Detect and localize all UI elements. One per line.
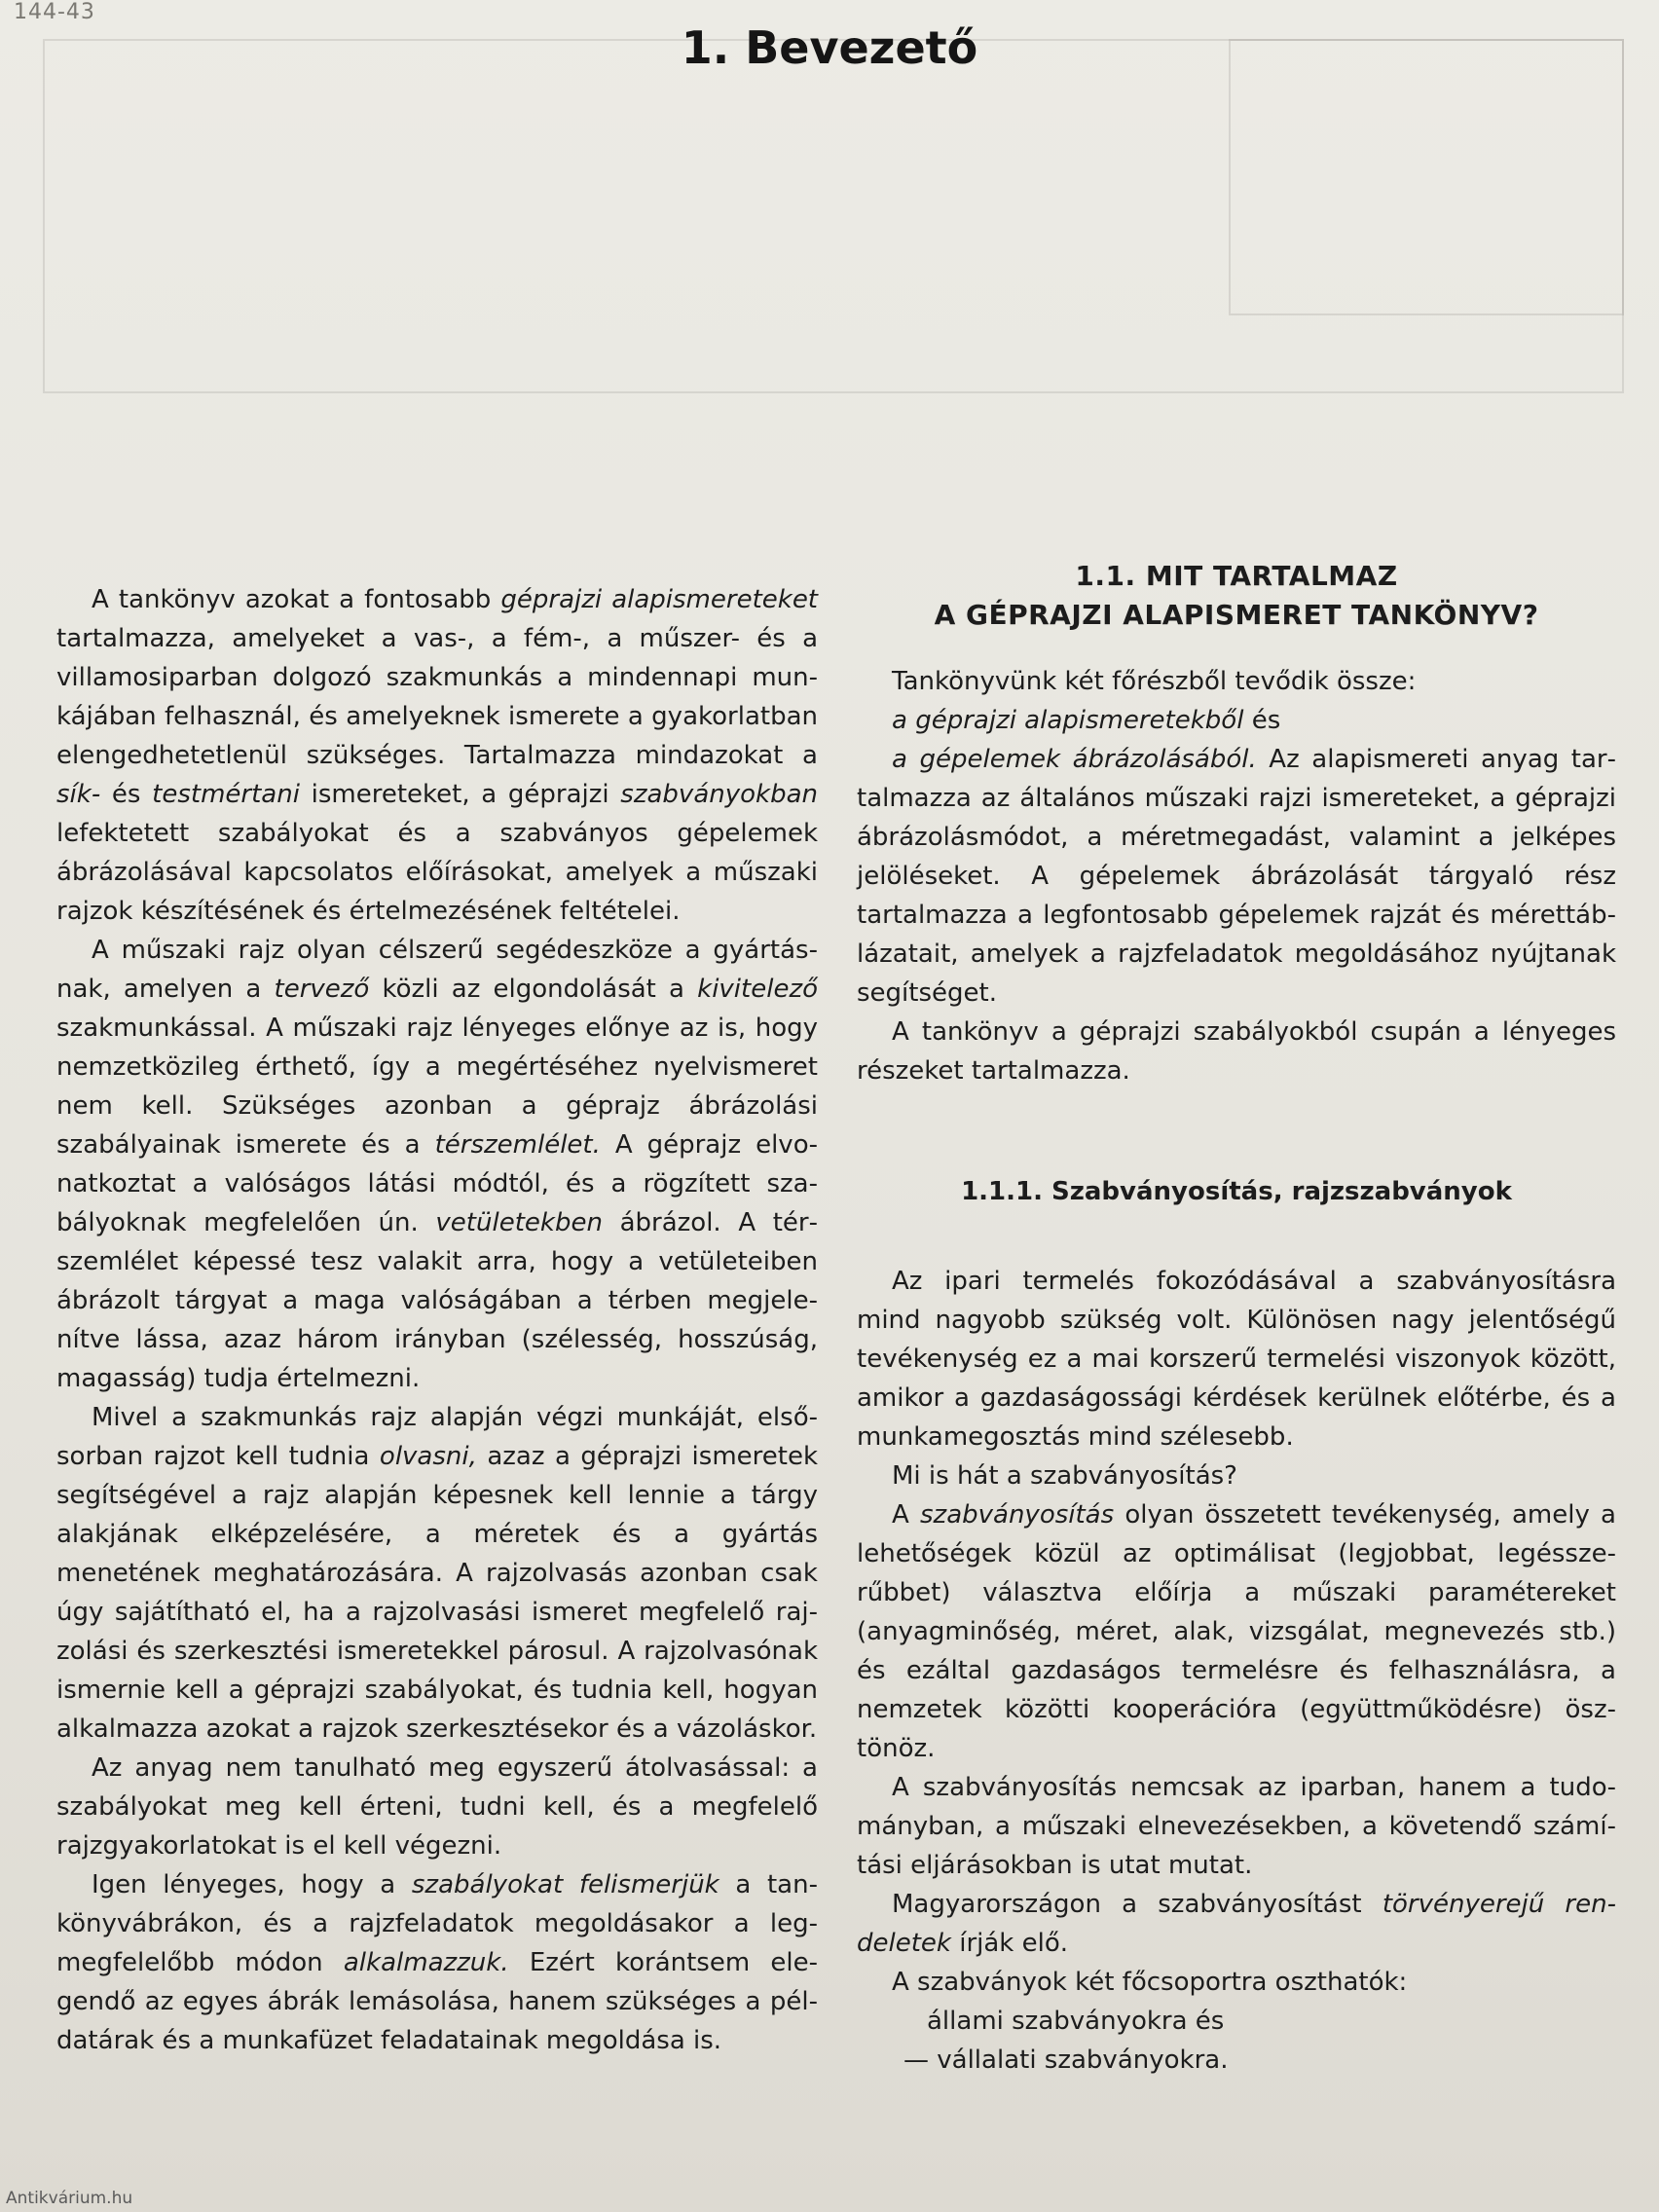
italic-term: tervező (274, 975, 370, 1004)
left-paragraph: A műszaki rajz olyan célszerű segédeszköze a gyártásnak, amelyen a tervező közli az elgondolását a kivitelező szakmunkással. A műszaki rajz lényeges előnye az is, hogy nemzetközileg érthető, így a megértéséhez nyelvismeret nem kell. Szükséges azonban a géprajz ábrázolási szabályainak ismerete és a térszemlélet. A géprajz elvonatkoztat a valóságos látási módtól, és a rögzített szabályoknak megfelelően ún. vetületekben ábrázol. A térszemlélet képessé tesz valakit arra, hogy a vetületeiben ábrázolt tárgyat a maga valóságában a térben megjelenítve lássa, azaz három irányban (szélesség, hosszúság, magasság) tudja értelmezni. (56, 936, 819, 1393)
left-paragraph: A tankönyv azokat a fontosabb géprajzi alapismereteket tartalmazza, amelyeket a vas-, a fém-, a műszer- és a villamosiparban dolgozó szakmunkás a mindennapi munkájában felhasznál, és amelyeknek ismerete a gyakorlatban elengedhetetlenül szükséges. Tartalmazza mindazokat a sík- és testmértani ismereteket, a géprajzi szabványokban lefektetett szabályokat és a szabványos gépelemek ábrázolásával kapcsolatos előírásokat, amelyek a műszaki rajzok készítésének és értelmezésének feltételei. (56, 585, 819, 926)
right-paragraph: A szabványosítás nemcsak az iparban, hanem a tudományban, a műszaki elnevezésekben, a követendő számítási eljárásokban is utat mutat. (857, 1773, 1616, 1880)
right-paragraph: A szabványosítás olyan összetett tevékenység, amely a lehetőségek közül az optimálisat (legjobbat, legésszеrűbbet) választva előírja a műszaki paramétereket (anyagminőség, méret, alak, vizsgálat, megnevezés stb.) és ezáltal gazdaságos termelésre és felhasználásra, a nemzetek közötti kooperációra (együttműködésre) ösztönöz. (857, 1500, 1616, 1763)
section-heading (857, 557, 1616, 635)
italic-term: a géprajzi alapismeretekből (892, 706, 1244, 735)
page-number: 144-43 (14, 0, 95, 24)
italic-term: géprajzi alapismereteket (500, 585, 819, 614)
italic-term: olvasni, (379, 1442, 477, 1471)
italic-term: szabványokban (620, 780, 818, 809)
section-heading-line: A GÉPRAJZI ALAPISMERET TANKÖNYV? (934, 599, 1539, 631)
italic-term: törvényerejű rendeletek (857, 1890, 1616, 1958)
left-paragraph: Mivel a szakmunkás rajz alapján végzi munkáját, elsősorban rajzot kell tudnia olvasni, azaz a géprajzi ismeretek segítségével a rajz alapján képesnek kell lennie a tárgy alakjának elképzelésére, a méretek és a gyártás menetének meghatározására. A rajzolvasás azonban csak úgy sajátítható el, ha a rajzolvasási ismeret megfelelő rajzolási és szerkesztési ismeretekkel párosul. A rajzolvasónak ismernie kell a géprajzi szabályokat, és tudnia kell, hogyan alkalmazza azokat a rajzok szerkesztésekor és a vázoláskor. (56, 1403, 818, 1744)
italic-term: alkalmazzuk. (343, 1948, 509, 1977)
left-paragraph: Igen lényeges, hogy a szabályokat felismerjük a tankönyvábrákon, és a rajzfeladatok megoldásakor a legmegfelelőbb módon alkalmazzuk. Ezért korántsem elegendő az egyes ábrák lemásolása, hanem szükséges a példatárak és a munkafüzet feladatainak megoldása is. (56, 1870, 818, 2055)
chapter-title: 1. Bevezető (681, 21, 978, 74)
intro-item-paragraph: a gépelemek ábrázolásából. Az alapismereti anyag tartalmazza az általános műszaki rajzi ismereteket, a géprajzi ábrázolásmódot, a méretmegadást, valamint a jelképes jelöléseket. A gépelemek ábrázolását tárgyaló rész tartalmazza a legfontosabb gépelemek rajzát és mérettáblázatait, amelyek a rajzfeladatok megoldásához nyújtanak segítséget. (857, 745, 1617, 1008)
list-item: állami szabványokra és (927, 2007, 1225, 2036)
italic-term: a gépelemek ábrázolásából. (892, 745, 1257, 774)
right-paragraph: Az ipari termelés fokozódásával a szabványosításra mind nagyobb szükség volt. Különösen nagy jelentőségű tevékenység ez a mai korszerű termelési viszonyok között, amikor a gazdaságossági kérdések kerülnek előtérbe, és a munkamegosztás mind szélesebb. (857, 1267, 1616, 1452)
italic-term: szabványosítás (920, 1500, 1115, 1530)
watermark-text: Antikvárium.hu (6, 2189, 133, 2208)
italic-term: szabályokat felismerjük (411, 1870, 719, 1899)
right-column (857, 557, 1616, 2080)
subsection-heading: 1.1.1. Szabványosítás, rajzszabványok (961, 1177, 1512, 1206)
italic-term: térszemlélet. (434, 1130, 601, 1160)
right-paragraph: A tankönyv a géprajzi szabályokból csupán a lényeges részeket tartalmazza. (857, 1017, 1616, 1086)
intro-item: a géprajzi alapismeretekből és (892, 706, 1281, 735)
italic-term: vetületekben (435, 1208, 603, 1237)
right-paragraph: Mi is hát a szabványosítás? (892, 1461, 1237, 1491)
right-paragraph: Magyarországon a szabványosítást törvényerejű rendeletek írják elő. (857, 1890, 1616, 1958)
right-paragraph: A szabványok két főcsoportra oszthatók: (892, 1968, 1408, 1997)
left-paragraph: Az anyag nem tanulható meg egyszerű átolvasással: a szabályokat meg kell érteni, tudni kell, és a megfelelő rajzgyakorlatokat is el kell végezni. (56, 1753, 818, 1861)
list-item: — vállalati szabványokra. (903, 2046, 1229, 2075)
italic-term: kivitelező (697, 975, 818, 1004)
show-through-frame-inner (1229, 39, 1624, 315)
section-heading-line: 1.1. MIT TARTALMAZ (1075, 560, 1398, 592)
italic-term: testmértani (152, 780, 300, 809)
intro-line: Tankönyvünk két főrészből tevődik össze: (892, 667, 1417, 696)
italic-term: sík- (56, 780, 101, 809)
left-column (56, 580, 818, 2060)
